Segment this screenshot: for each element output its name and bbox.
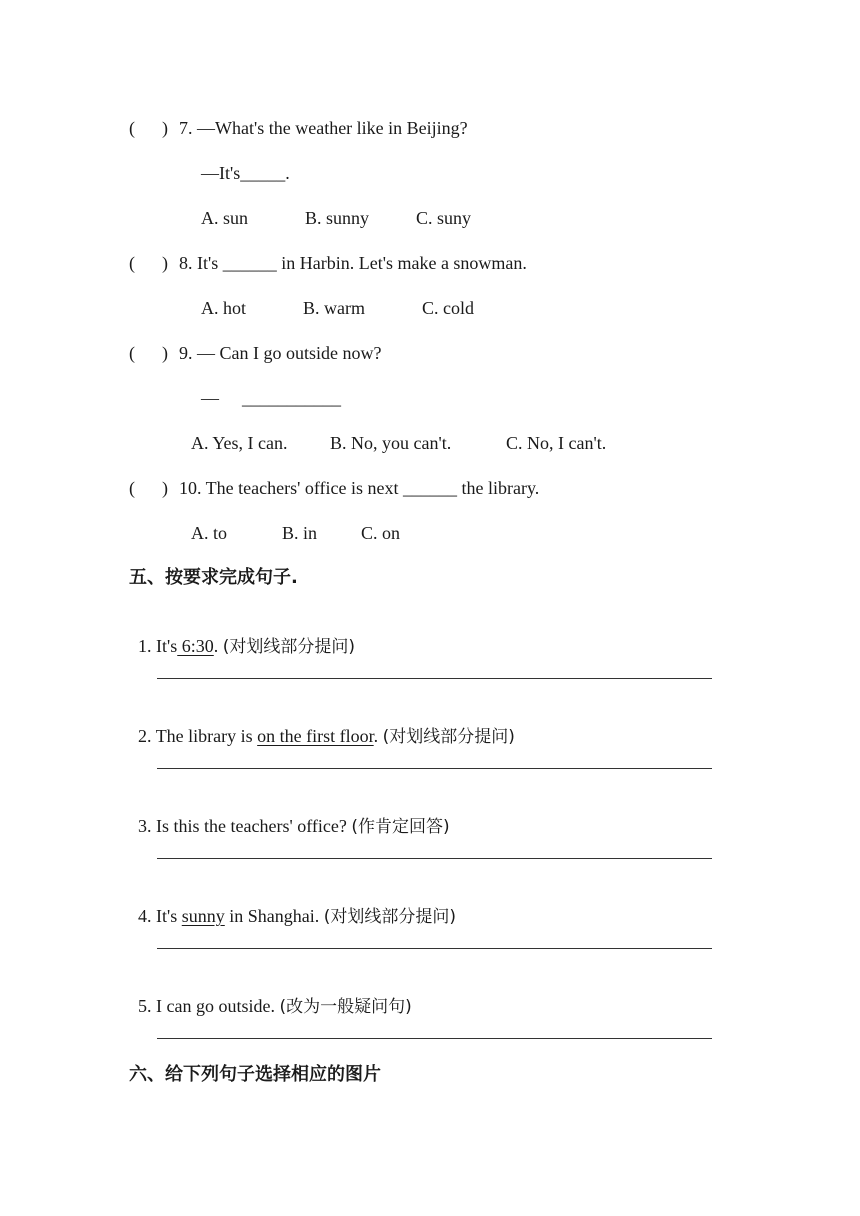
question-9-option-c[interactable]: C. No, I can't. bbox=[506, 433, 607, 453]
sentence-item-2 bbox=[129, 703, 515, 748]
answer-line-4[interactable] bbox=[157, 948, 712, 949]
underlined-part: on the first floor bbox=[257, 726, 374, 746]
question-7-option-a[interactable]: A. sun bbox=[201, 208, 249, 228]
answer-blank-q7[interactable]: ( ) bbox=[129, 118, 168, 138]
section-5-title: 五、按要求完成句子. bbox=[129, 567, 298, 588]
item-number: 2. bbox=[138, 726, 152, 746]
item-instruction: (对划线部分提问) bbox=[323, 907, 457, 927]
answer-blank-q10[interactable]: ( ) bbox=[129, 478, 168, 498]
item-text: The library is bbox=[155, 726, 258, 746]
item-number: 3. bbox=[138, 816, 152, 836]
item-instruction: (改为一般疑问句) bbox=[279, 997, 412, 1017]
item-number: 4. bbox=[138, 906, 152, 926]
item-text-end: . bbox=[373, 726, 383, 746]
question-8-option-c[interactable]: C. cold bbox=[422, 298, 474, 318]
answer-blank-q9[interactable]: ( ) bbox=[129, 343, 168, 363]
question-10-option-b[interactable]: B. in bbox=[282, 523, 318, 543]
item-instruction: (作肯定回答) bbox=[351, 817, 450, 837]
question-8-option-a[interactable]: A. hot bbox=[201, 298, 246, 318]
item-text: It's bbox=[156, 906, 182, 926]
item-text-end: . bbox=[213, 636, 223, 656]
answer-line-1[interactable] bbox=[157, 678, 712, 679]
question-9-reply-dash: — bbox=[201, 388, 219, 408]
item-text: I can go outside. bbox=[156, 996, 280, 1016]
question-7-reply: —It's_____. bbox=[201, 163, 290, 183]
question-7-option-c[interactable]: C. suny bbox=[416, 208, 472, 228]
sentence-item-1 bbox=[129, 613, 355, 658]
answer-line-2[interactable] bbox=[157, 768, 712, 769]
sentence-item-4 bbox=[129, 883, 456, 928]
question-9-stem: 9. — Can I go outside now? bbox=[179, 343, 382, 363]
item-number: 1. bbox=[138, 636, 152, 656]
question-7-option-b[interactable]: B. sunny bbox=[305, 208, 370, 228]
question-10-option-c[interactable]: C. on bbox=[361, 523, 401, 543]
question-9-option-a[interactable]: A. Yes, I can. bbox=[191, 433, 288, 453]
question-8-option-b[interactable]: B. warm bbox=[303, 298, 365, 318]
item-instruction: (对划线部分提问) bbox=[222, 637, 356, 657]
answer-blank-q8[interactable]: ( ) bbox=[129, 253, 168, 273]
item-text: Is this the teachers' office? bbox=[156, 816, 352, 836]
question-9-reply-blank[interactable]: ___________ bbox=[242, 388, 341, 408]
underlined-part: 6:30 bbox=[177, 636, 214, 656]
question-7-stem: 7. —What's the weather like in Beijing? bbox=[179, 118, 468, 138]
item-instruction: (对划线部分提问) bbox=[382, 727, 515, 747]
question-9-option-b[interactable]: B. No, you can't. bbox=[330, 433, 452, 453]
item-number: 5. bbox=[138, 996, 152, 1016]
question-10-stem: 10. The teachers' office is next ______ the library. bbox=[179, 478, 540, 498]
sentence-item-5 bbox=[129, 973, 412, 1018]
sentence-item-3 bbox=[129, 793, 450, 838]
question-8-stem: 8. It's ______ in Harbin. Let's make a snowman. bbox=[179, 253, 527, 273]
section-6-title: 六、给下列句子选择相应的图片 bbox=[129, 1064, 381, 1085]
question-10-option-a[interactable]: A. to bbox=[191, 523, 227, 543]
answer-line-5[interactable] bbox=[157, 1038, 712, 1039]
item-text: It's bbox=[156, 636, 178, 656]
underlined-part: sunny bbox=[181, 906, 225, 926]
answer-line-3[interactable] bbox=[157, 858, 712, 859]
item-text-end: in Shanghai. bbox=[224, 906, 324, 926]
